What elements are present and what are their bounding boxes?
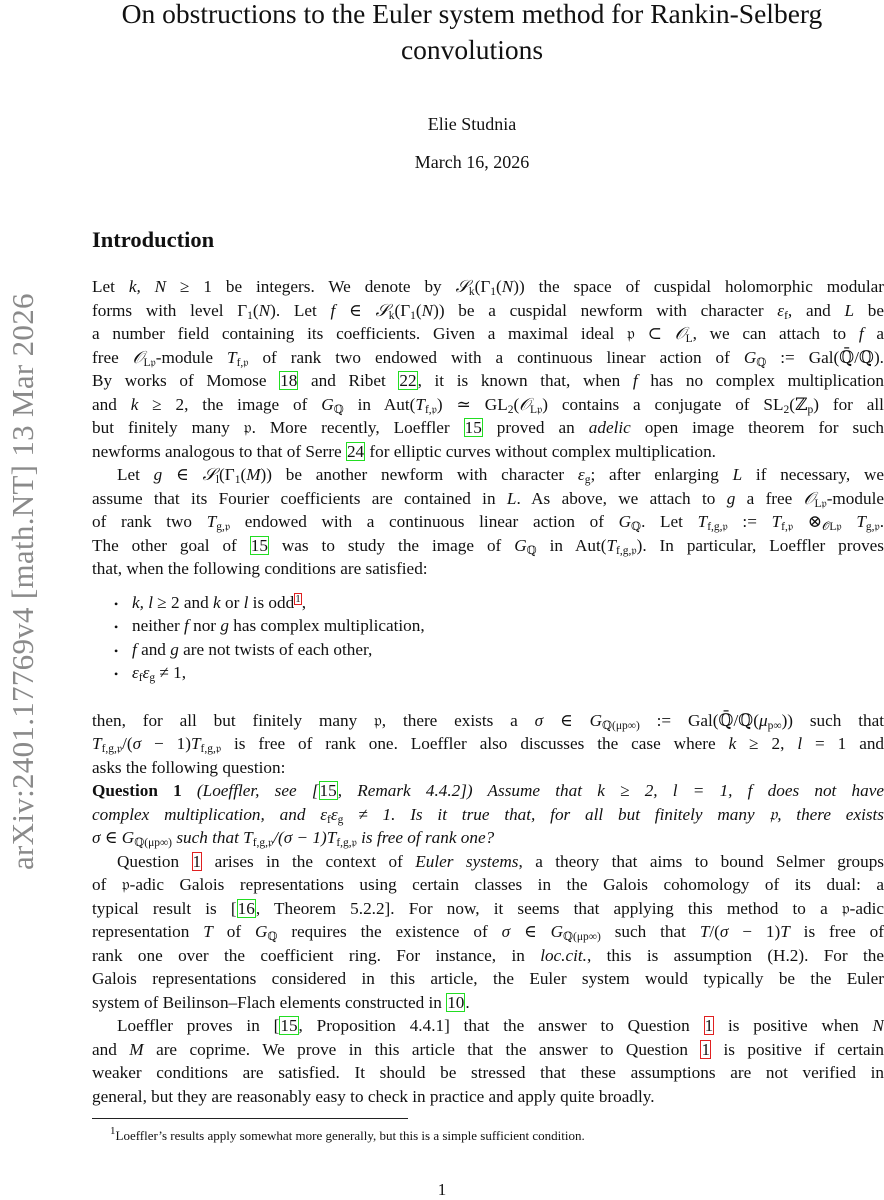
subscript: k <box>468 286 475 298</box>
text: )) such that <box>781 710 884 730</box>
math-italic: T <box>771 512 782 531</box>
text: then, for all but finitely many 𝔭, there exists a <box>92 710 535 730</box>
subscript: f <box>327 813 331 826</box>
subscript: ℚ <box>631 521 642 533</box>
text-line <box>92 732 884 756</box>
math-italic: complex multiplication, and ε <box>92 804 328 824</box>
math-italic: G <box>321 394 334 414</box>
subscript: 1 <box>490 286 497 298</box>
text: if necessary, we <box>742 465 884 484</box>
text: , we can attach to <box>692 324 859 343</box>
text: Let <box>117 465 154 484</box>
math-italic: 𝒪 <box>803 488 815 508</box>
question-label: Question 1 <box>92 781 182 800</box>
math-italic: 𝒮 <box>375 300 389 320</box>
text: (Γ <box>474 277 491 296</box>
title-line: On obstructions to the Euler system method for Rankin-Selberg <box>121 0 823 29</box>
subscript: f,𝔭 <box>424 403 437 416</box>
paragraph <box>92 709 884 780</box>
subscript: L <box>685 333 693 345</box>
author: Elie Studnia <box>427 114 517 134</box>
text-line <box>92 534 884 558</box>
text <box>182 781 197 800</box>
subscript: f,g,𝔭 <box>707 521 728 533</box>
question-ref-link[interactable]: 1 <box>704 1016 714 1035</box>
subscript: 1 <box>410 309 416 322</box>
math-italic: T <box>206 512 217 531</box>
math-italic: g <box>726 488 736 508</box>
text: is free of <box>789 922 884 941</box>
text: is free of rank one. Loeffler also discusses the case where <box>221 734 729 753</box>
text-line <box>92 920 884 944</box>
subscript: L𝔭 <box>530 403 543 416</box>
text: ) ≃ GL <box>436 394 508 414</box>
text: ). In particular, Loeffler proves <box>636 535 884 555</box>
math-italic: k <box>728 734 737 753</box>
math-italic: 𝒮 <box>202 465 216 484</box>
text: − 1) <box>141 734 191 753</box>
text: neither <box>132 616 185 635</box>
text-line <box>92 826 884 850</box>
text-line <box>92 299 884 323</box>
text: )) the space of cuspidal holomorphic modular <box>513 277 884 296</box>
text: := Gal(ℚ̄/ℚ). <box>766 347 884 367</box>
footnote-ref-link[interactable]: 1 <box>295 592 301 605</box>
question-ref-link[interactable]: 1 <box>192 851 202 871</box>
text: /( <box>709 922 720 941</box>
subscript: p∞ <box>767 719 782 732</box>
text: . <box>465 992 470 1012</box>
text: has no complex multiplication <box>637 371 884 390</box>
question-block <box>92 779 884 850</box>
text: ) for all <box>813 394 884 414</box>
date: March 16, 2026 <box>414 152 530 172</box>
math-italic: G <box>514 535 527 555</box>
subscript: L𝔭 <box>814 497 827 510</box>
text: , this is assumption (H.2). For the <box>586 945 884 965</box>
citation-link[interactable]: 15 <box>280 1016 298 1035</box>
text-line <box>92 709 884 733</box>
math-italic: μ <box>758 710 768 730</box>
text-line <box>92 1014 884 1038</box>
list-item <box>92 638 884 662</box>
paragraph <box>92 463 884 581</box>
text: /( <box>122 734 133 753</box>
text: open image theorem for such <box>630 418 884 437</box>
math-italic: N <box>421 300 434 320</box>
subscript: 1 <box>234 474 241 486</box>
text: in Aut( <box>343 394 416 414</box>
text: (Γ <box>394 300 411 320</box>
body-text <box>92 275 884 1108</box>
text: − 1) <box>728 922 781 941</box>
text: Question <box>117 851 192 871</box>
subscript: g,𝔭 <box>216 521 231 533</box>
math-italic: σ ∈ G <box>92 828 135 847</box>
math-italic: N <box>258 300 271 320</box>
math-italic: f <box>330 300 336 320</box>
subscript: ℚ <box>756 356 767 369</box>
text: ( <box>415 300 422 320</box>
text-line <box>92 416 884 440</box>
math-italic: σ <box>719 922 729 941</box>
text: . Let <box>641 512 698 531</box>
subscript: g,𝔭 <box>865 521 880 533</box>
subscript: L𝔭 <box>143 356 156 369</box>
math-italic: g <box>153 465 163 484</box>
text-line <box>92 850 884 874</box>
math-italic: N <box>501 277 514 296</box>
text: general, but they are reasonably easy to check in practice and apply quite broadly. <box>92 1086 655 1106</box>
math-italic: such that T <box>172 828 253 847</box>
math-italic: adelic <box>588 418 631 437</box>
text: ∈ <box>510 922 551 941</box>
math-italic: is free of rank one? <box>356 828 495 847</box>
math-italic: σ <box>501 922 511 941</box>
text: in Aut( <box>536 535 607 555</box>
bullet-icon: • <box>114 596 119 611</box>
text: is odd <box>248 592 295 612</box>
text: and <box>136 639 171 659</box>
math-italic: , Remark 4.4.2]) Assume that k ≥ 2, l = 1, f does not have <box>337 781 884 800</box>
text: nor <box>188 616 221 635</box>
text: newforms analogous to that of Serre <box>92 441 346 461</box>
text: (ℤ <box>789 394 808 414</box>
text-line <box>92 1061 884 1085</box>
math-italic: G <box>743 347 757 367</box>
subscript: f,g,𝔭 <box>336 837 357 849</box>
math-italic: G <box>618 512 632 531</box>
subscript: ℚ(μp∞) <box>563 931 601 943</box>
text-line <box>92 369 884 393</box>
text: was to study the image of <box>268 535 515 555</box>
text: but finitely many 𝔭. More recently, Loeffler <box>92 418 464 437</box>
text-line <box>92 1085 884 1109</box>
math-italic: T <box>606 535 617 555</box>
text: arises in the context of <box>202 851 416 871</box>
citation-link[interactable]: 18 <box>280 371 298 390</box>
math-italic: l <box>243 592 249 612</box>
text: rank one over the coefficient ring. For instance, in <box>92 945 541 965</box>
text: free <box>92 347 133 367</box>
text: . <box>879 512 884 531</box>
text-line <box>92 487 884 511</box>
math-italic: T <box>856 512 866 531</box>
math-italic: loc.cit. <box>540 945 587 965</box>
text: has complex multiplication, <box>228 616 425 635</box>
subscript: 2 <box>507 403 514 416</box>
bullet-icon: • <box>114 667 119 681</box>
text-line <box>92 756 884 780</box>
text: and Ribet <box>298 371 399 390</box>
text: ≥ 2, <box>736 734 798 753</box>
text: . As above, we attach to <box>516 488 727 508</box>
text: are coprime. We prove in this article that the answer to Question <box>143 1039 701 1059</box>
subscript: ℚ <box>333 403 344 416</box>
text: )) be another newform with character <box>260 465 578 484</box>
text: ⊗ <box>793 512 823 531</box>
math-italic: k, N <box>128 277 167 296</box>
text: Loeffler proves in [ <box>117 1016 280 1035</box>
subscript: f,g,𝔭 <box>252 837 274 849</box>
math-italic: T <box>415 394 425 414</box>
paper-title <box>60 0 884 68</box>
text: of rank two endowed with a continuous linear action of <box>248 347 744 367</box>
subscript: f,g,𝔭 <box>200 743 222 755</box>
text: ∈ <box>335 300 376 320</box>
text: ≥ 2 and <box>153 592 214 612</box>
text: a number field containing its coefficients. Given a maximal ideal 𝔭 ⊂ <box>92 324 675 343</box>
bullet-icon: • <box>114 620 119 634</box>
question-ref-link[interactable]: 1 <box>701 1039 711 1059</box>
math-italic: T <box>699 922 710 941</box>
math-italic: T <box>190 734 201 753</box>
math-italic: ≠ 1. Is it true that, for all but finitely many 𝔭, there exists <box>343 804 884 824</box>
text: such that <box>600 922 700 941</box>
text: a free <box>735 488 804 508</box>
math-italic: L <box>506 488 517 508</box>
text: that, when the following conditions are satisfied: <box>92 559 428 578</box>
math-italic: ε <box>142 663 150 682</box>
text: be <box>854 300 884 320</box>
text: for elliptic curves without complex multiplication. <box>365 441 716 461</box>
subscript: ℚ <box>267 931 278 943</box>
text <box>842 512 857 531</box>
text: typical result is [ <box>92 898 237 918</box>
text: := Gal(ℚ̄/ℚ( <box>639 710 759 730</box>
subscript: ℚ(μp∞) <box>134 837 173 849</box>
text-line <box>92 991 884 1015</box>
text: , Theorem 5.2.2]. For now, it seems that applying this method to a 𝔭-adic <box>255 898 884 918</box>
text: and <box>92 394 131 414</box>
subscript: g <box>337 813 344 826</box>
subscript: f,g,𝔭 <box>616 544 637 557</box>
math-italic: f <box>184 616 189 635</box>
bullet-icon: • <box>114 643 119 658</box>
text-line <box>92 1038 884 1062</box>
text: , <box>301 592 307 612</box>
citation-link[interactable]: 10 <box>447 992 465 1012</box>
text-line <box>92 510 884 534</box>
subscript: f,𝔭 <box>781 521 794 533</box>
citation-link[interactable]: 15 <box>250 535 268 555</box>
text: ∈ <box>162 465 203 484</box>
math-italic: g <box>220 616 229 635</box>
text: asks the following question: <box>92 757 286 777</box>
paragraph <box>92 275 884 463</box>
subscript: ℚ(μp∞) <box>602 719 640 732</box>
math-italic: ε <box>132 663 139 682</box>
subscript: g <box>149 672 156 684</box>
text: weaker conditions are satisfied. It should be stressed that these assumptions are not verified in <box>92 1063 884 1082</box>
text: ( <box>252 300 259 320</box>
math-italic: 𝒪 <box>132 347 144 367</box>
math-italic: T <box>227 347 237 367</box>
math-italic: g <box>170 639 179 659</box>
text: of <box>212 922 255 941</box>
math-italic: Euler systems <box>415 851 519 871</box>
text: ≥ 2, the image of <box>138 394 322 414</box>
math-italic: k <box>213 592 221 612</box>
text: of 𝔭-adic Galois representations using certain classes in the Galois cohomology of its dual: a <box>92 875 884 894</box>
text-line <box>92 557 884 581</box>
section-heading: Introduction <box>92 227 215 252</box>
text-line <box>92 393 884 417</box>
citation-link[interactable]: 15 <box>464 418 482 437</box>
page-number: 1 <box>437 1180 447 1199</box>
math-italic: ε <box>577 465 585 484</box>
math-italic: f <box>132 639 137 659</box>
text: Galois representations considered in this article, the Euler system would typically be the Euler <box>92 969 884 988</box>
text: ). Let <box>270 300 331 320</box>
text: ≠ 1, <box>155 663 187 682</box>
math-italic: σ <box>534 710 544 730</box>
citation-link[interactable]: 22 <box>399 371 417 390</box>
subscript: ℚ <box>526 544 537 557</box>
math-italic: G <box>550 922 564 941</box>
text: ) contains a conjugate of SL <box>542 394 784 414</box>
math-italic: /(σ − 1)T <box>273 828 337 847</box>
footnote-mark: 1 <box>110 1125 116 1137</box>
text: (Γ <box>219 465 235 484</box>
text-line <box>92 322 884 346</box>
math-italic: T <box>697 512 708 531</box>
subscript: p <box>807 403 814 416</box>
text: The other goal of <box>92 535 250 555</box>
text: -module <box>155 347 227 367</box>
citation-link[interactable]: 15 <box>319 781 337 800</box>
text: )) be a cuspidal newform with character <box>433 300 778 320</box>
footnote-rule <box>92 1118 408 1119</box>
math-italic: 𝒪 <box>519 394 531 414</box>
text: are not twists of each other, <box>178 639 373 659</box>
math-italic: G <box>589 710 602 730</box>
bullet-list <box>92 581 884 709</box>
math-italic: ε <box>777 300 785 320</box>
text-line <box>92 897 884 921</box>
subscript: f <box>138 672 143 684</box>
math-italic: 𝒪 <box>674 324 686 343</box>
math-italic: M <box>246 465 261 484</box>
citation-link[interactable]: 24 <box>346 441 365 461</box>
text-line <box>92 346 884 370</box>
math-italic: T <box>203 922 213 941</box>
subscript: 2 <box>783 403 790 416</box>
text: system of Beilinson–Flach elements constructed in <box>92 992 447 1012</box>
math-italic: σ <box>132 734 142 753</box>
text-line <box>92 967 884 991</box>
subscript: 1 <box>247 309 253 322</box>
text: is positive if certain <box>711 1039 884 1059</box>
subscript: l <box>215 474 220 486</box>
math-italic: f <box>858 324 864 343</box>
math-italic: G <box>254 922 268 941</box>
text: , Proposition 4.4.1] that the answer to Question <box>298 1016 704 1035</box>
text: , it is known that, when <box>417 371 633 390</box>
math-italic: l <box>797 734 803 753</box>
text-line <box>92 803 884 827</box>
text: ( <box>513 394 520 414</box>
text: ∈ <box>543 710 590 730</box>
text-line <box>92 275 884 299</box>
subscript: g <box>584 474 591 486</box>
text-line <box>92 779 884 803</box>
list-item <box>92 591 884 615</box>
text-line <box>92 873 884 897</box>
text: representation <box>92 922 204 941</box>
math-italic: 𝒮 <box>455 277 469 296</box>
text: endowed with a continuous linear action of <box>230 512 619 531</box>
list-item <box>92 661 884 685</box>
math-italic: L <box>844 300 855 320</box>
text-line <box>92 463 884 487</box>
text: or <box>220 592 244 612</box>
text: ≥ 1 be integers. We denote by <box>166 277 456 296</box>
text: forms with level Γ <box>92 300 248 320</box>
subscript: k <box>388 309 395 322</box>
text: By works of Momose <box>92 371 280 390</box>
math-italic: T <box>92 734 102 753</box>
footnote-text: Loeffler’s results apply somewhat more generally, but this is a simple sufficient condition. <box>115 1128 585 1143</box>
text: Let <box>92 277 129 296</box>
math-italic: (Loeffler, see [ <box>196 781 319 800</box>
text: a <box>863 324 884 343</box>
math-italic: L <box>732 465 743 484</box>
subscript: f,𝔭 <box>236 356 249 369</box>
citation-link[interactable]: 16 <box>237 898 255 918</box>
math-italic: ε <box>330 804 338 824</box>
text: requires the existence of <box>277 922 502 941</box>
math-italic: k <box>130 394 139 414</box>
subscript: f,g,𝔭 <box>101 743 123 755</box>
text: is positive when <box>714 1016 873 1035</box>
paragraph <box>92 1014 884 1108</box>
math-italic: T <box>780 922 790 941</box>
text: , a theory that aims to bound Selmer groups <box>518 851 884 871</box>
text: = 1 and <box>802 734 884 753</box>
text-line <box>92 440 884 464</box>
math-italic: f <box>632 371 638 390</box>
arxiv-stamp[interactable]: arXiv:2401.17769v4 [math.NT] 13 Mar 2026 <box>5 293 40 870</box>
text: , and <box>787 300 845 320</box>
text: := <box>727 512 772 531</box>
text-line <box>92 944 884 968</box>
math-italic: M <box>129 1039 144 1059</box>
text: -module <box>826 488 884 508</box>
paragraph <box>92 850 884 1015</box>
text: of rank two <box>92 512 207 531</box>
subscript: 𝒪L𝔭 <box>822 521 842 533</box>
title-line: convolutions <box>400 34 544 65</box>
math-italic: k, l <box>132 592 153 612</box>
subscript: f <box>784 309 788 322</box>
text: ( <box>496 277 502 296</box>
text: ; after enlarging <box>590 465 733 484</box>
text: ( <box>240 465 247 484</box>
text: proved an <box>482 418 589 437</box>
text: assume that its Fourier coefficients are contained in <box>92 488 507 508</box>
footnote <box>110 1125 585 1144</box>
text: and <box>92 1039 130 1059</box>
math-italic: N <box>872 1016 884 1035</box>
list-item <box>92 614 884 638</box>
